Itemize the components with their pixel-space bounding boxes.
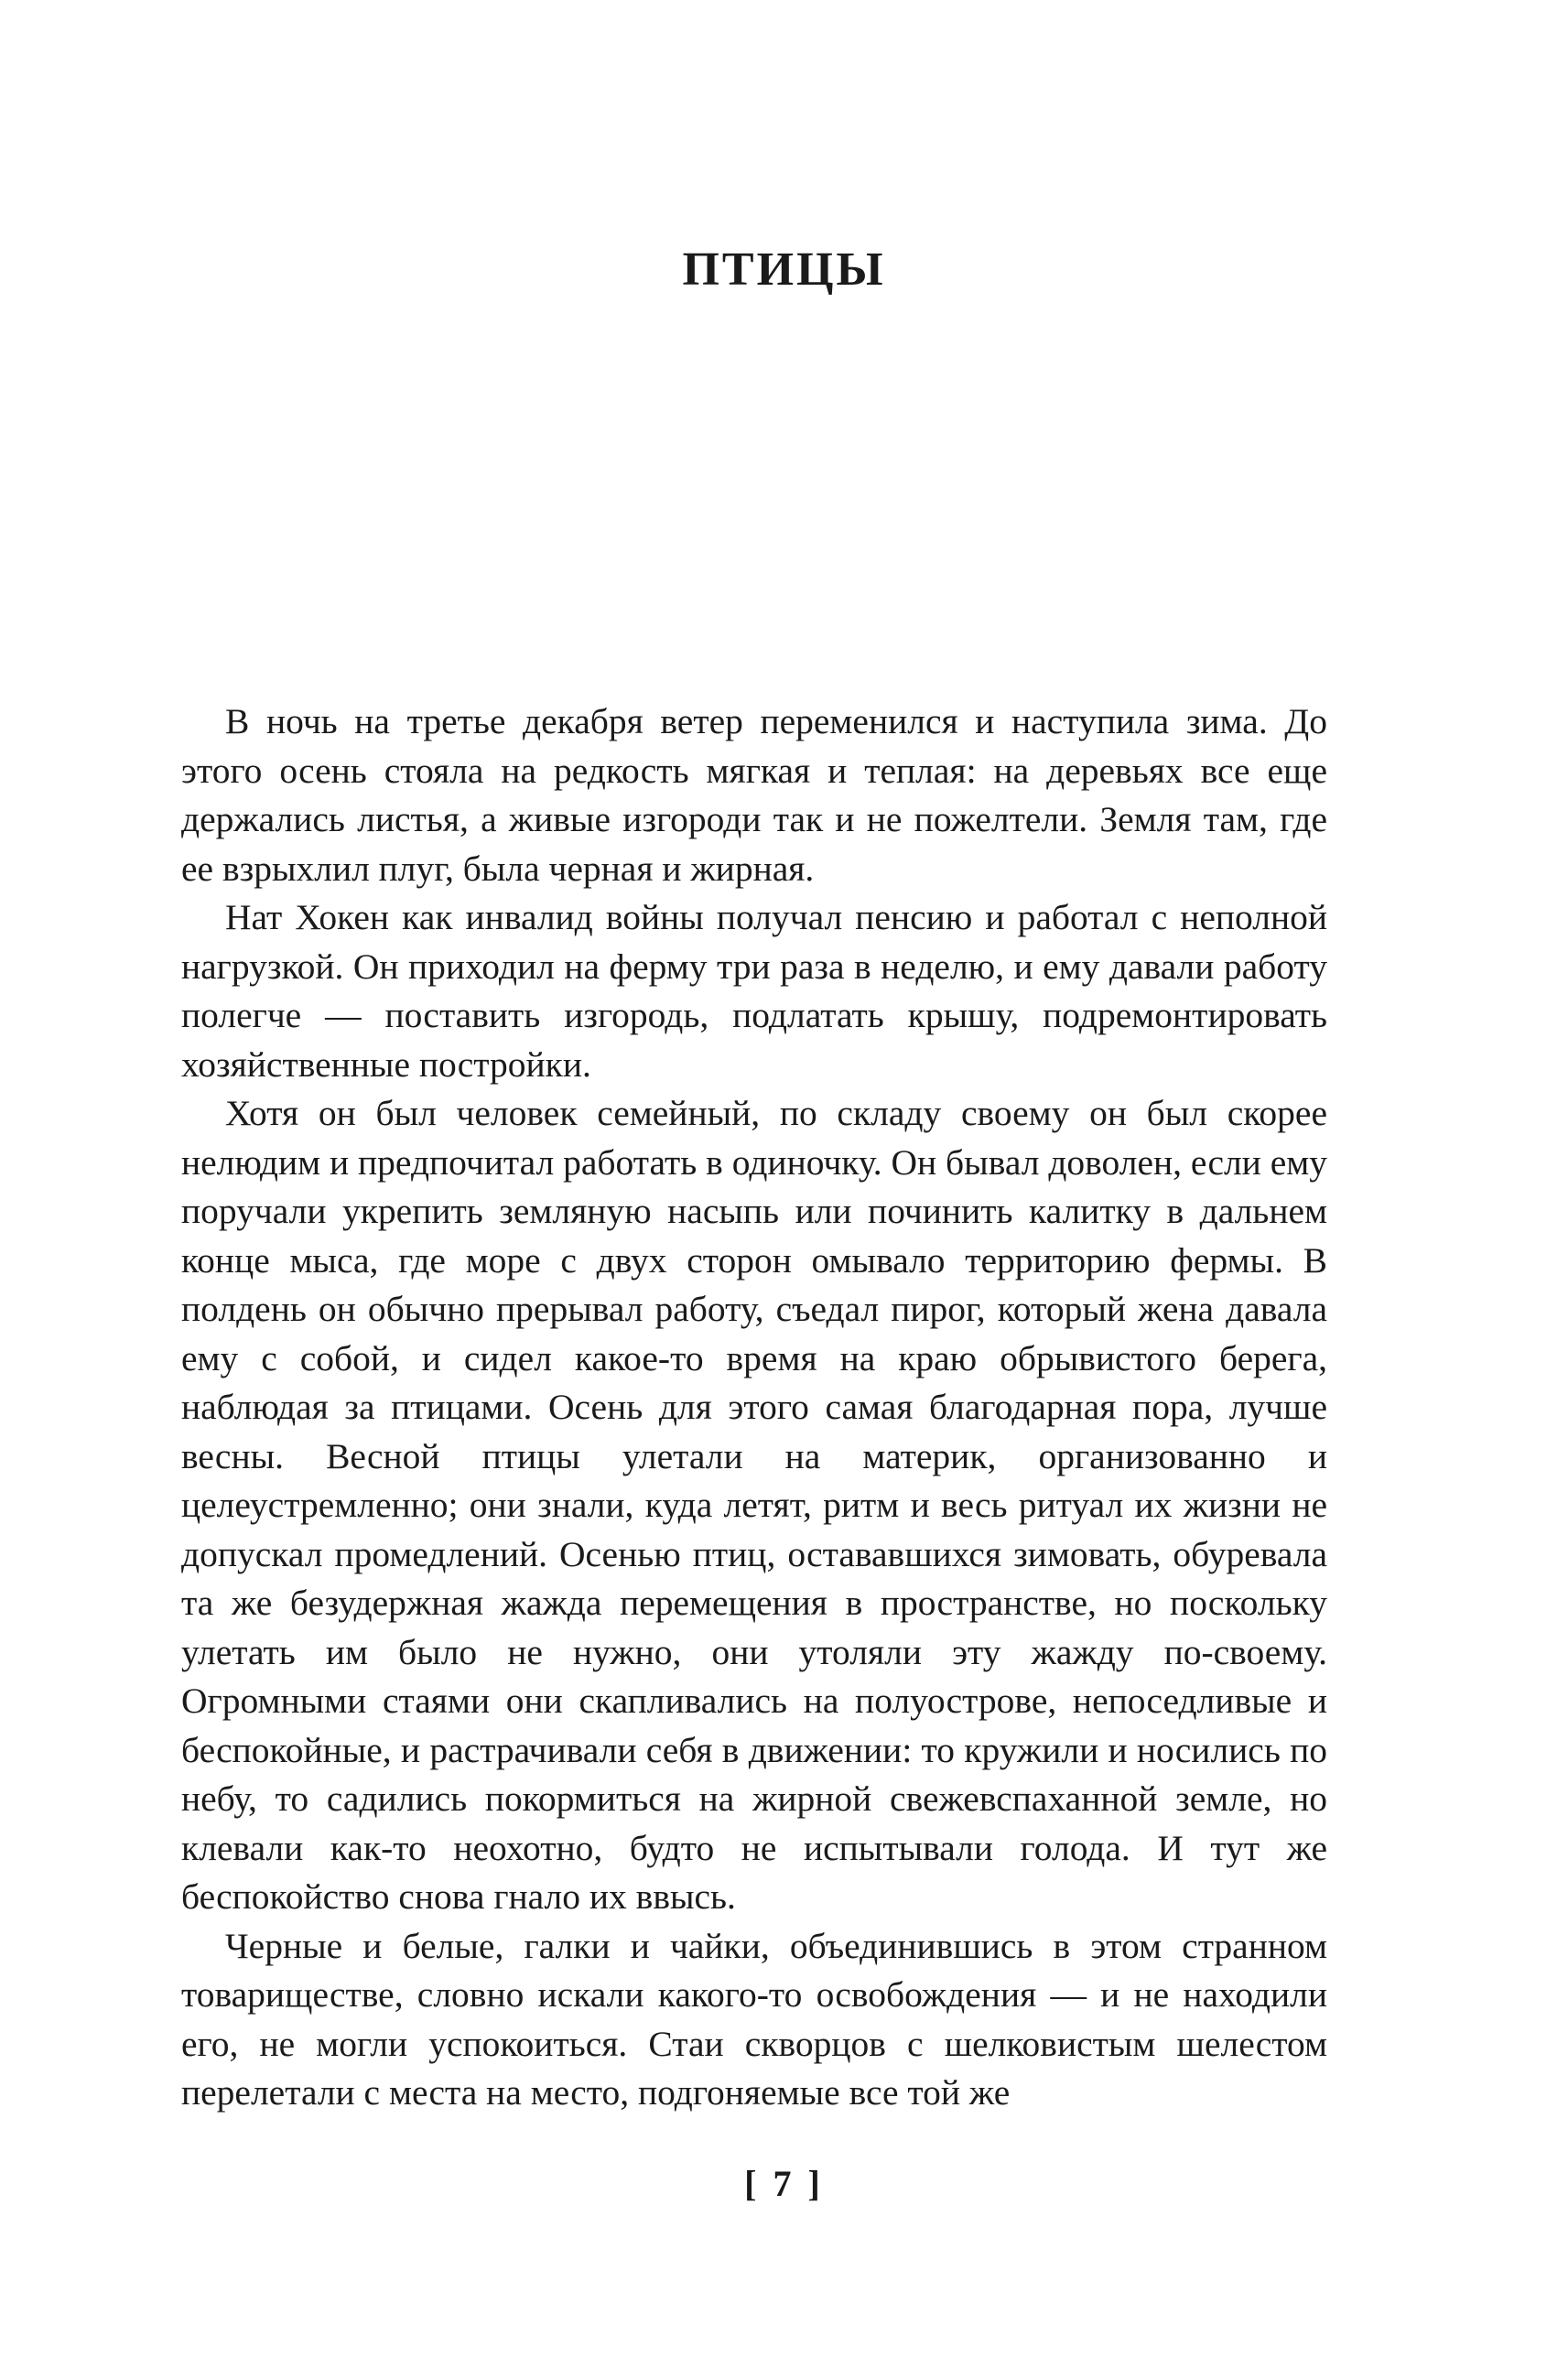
paragraph-3: Хотя он был человек семейный, по складу своему он был скорее нелюдим и предпочитал работать в одиночку. Он бывал доволен, если ему поручали укрепить земляную насыпь или починить калитку в дальнем конце мыса, где море с двух сторон омывало территорию фермы. В полдень он обычно прерывал работу, съедал пирог, который жена давала ему с собой, и сидел какое-то время на краю обрывистого берега, наблюдая за птицами. Осень для этого самая благодарная пора, лучше весны. Весной птицы улетали на материк, организованно и целеустремленно; они знали, куда летят, ритм и весь ритуал их жизни не допускал промедлений. Осенью птиц, остававшихся зимовать, обуревала та же безудержная жажда перемещения в пространстве, но поскольку улетать им было не нужно, они утоляли эту жажду по-своему. Огромными стаями они скапливались на полуострове, непоседливые и беспокойные, и растрачивали себя в движении: то кружили и носились по небу, то садились покормиться на жирной свежевспаханной земле, но клевали как-то неохотно, будто не испытывали голода. И тут же беспокойство снова гнало их ввысь. — [181, 1093, 1327, 1917]
paragraph-2: Нат Хокен как инвалид войны получал пенсию и работал с неполной нагрузкой. Он приходил на ферму три раза в неделю, и ему давали работу полегче — поставить изгородь, подлатать крышу, подремонтировать хозяйственные постройки. — [181, 897, 1327, 1085]
chapter-title: ПТИЦЫ — [682, 243, 886, 296]
chapter-body — [181, 697, 1327, 2118]
paragraph-1: В ночь на третье декабря ветер переменился и наступила зима. До этого осень стояла на редкость мягкая и теплая: на деревьях все еще держались листья, а живые изгороди так и не пожелтели. Земля там, где ее взрыхлил плуг, была черная и жирная. — [181, 701, 1327, 889]
page-number: [ 7 ] — [744, 2163, 824, 2204]
paragraph-4: Черные и белые, галки и чайки, объединившись в этом странном товариществе, словно искали какого-то освобождения — и не находили его, не могли успокоиться. Стаи скворцов с шелковистым шелестом перелетали с места на место, подгоняемые все той же — [181, 1925, 1327, 2113]
